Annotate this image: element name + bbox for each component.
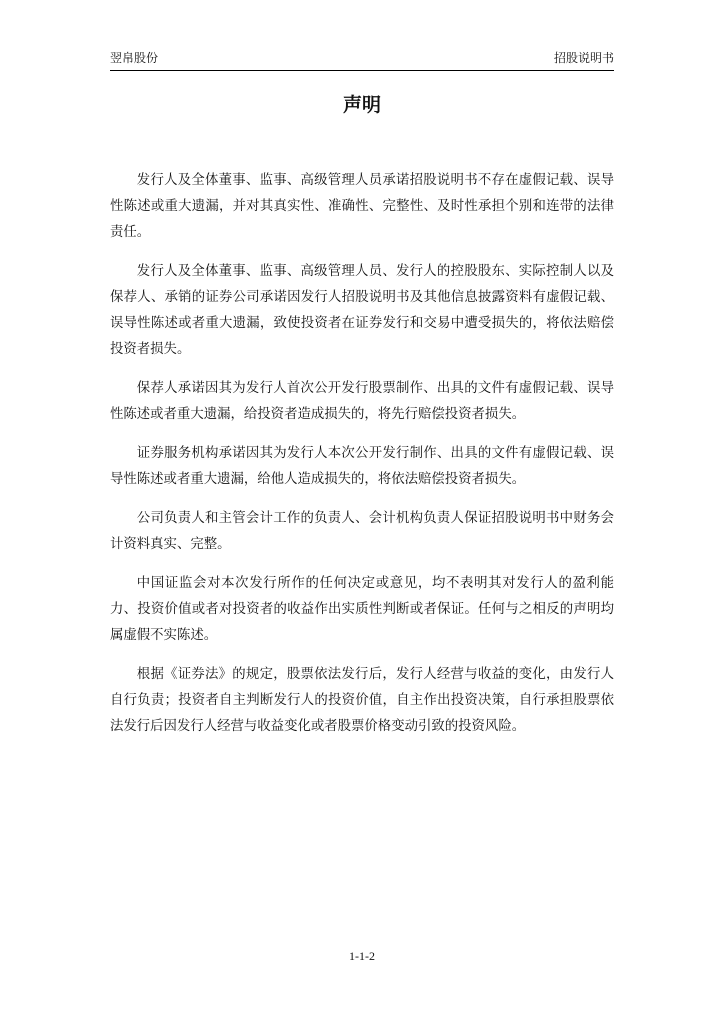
paragraph-sponsor-commitment: 保荐人承诺因其为发行人首次公开发行股票制作、出具的文件有虚假记载、误导性陈述或者重大遗漏，给投资者造成损失的，将先行赔偿投资者损失。	[110, 381, 614, 422]
paragraph-investment-risk: 根据《证券法》的规定，股票依法发行后，发行人经营与收益的变化，由发行人自行负责；投资者自主判断发行人的投资价值，自主作出投资决策，自行承担股票依法发行后因发行人经营与收益变化或者股票价格变动引致的投资风险。	[110, 667, 614, 734]
page-header	[110, 48, 614, 71]
paragraph-directors-commitment: 发行人及全体董事、监事、高级管理人员承诺招股说明书不存在虚假记载、误导性陈述或重大遗漏，并对其真实性、准确性、完整性、及时性承担个别和连带的法律责任。	[110, 173, 614, 240]
page-title: 声明	[342, 94, 381, 116]
declaration-body	[110, 168, 614, 753]
header-document-type: 招股说明书	[553, 51, 614, 65]
paragraph-compensation-commitment: 发行人及全体董事、监事、高级管理人员、发行人的控股股东、实际控制人以及保荐人、承销的证券公司承诺因发行人招股说明书及其他信息披露资料有虚假记载、误导性陈述或者重大遗漏，致使投资者在证券发行和交易中遭受损失的，将依法赔偿投资者损失。	[110, 264, 614, 357]
paragraph-csrc-disclaimer: 中国证监会对本次发行所作的任何决定或意见，均不表明其对发行人的盈利能力、投资价值或者对投资者的收益作出实质性判断或者保证。任何与之相反的声明均属虚假不实陈述。	[110, 576, 614, 643]
paragraph-accounting-guarantee: 公司负责人和主管会计工作的负责人、会计机构负责人保证招股说明书中财务会计资料真实、完整。	[110, 511, 614, 552]
paragraph-service-institutions-commitment: 证券服务机构承诺因其为发行人本次公开发行制作、出具的文件有虚假记载、误导性陈述或者重大遗漏，给他人造成损失的，将依法赔偿投资者损失。	[110, 446, 614, 487]
header-company-name: 翌帛股份	[110, 51, 159, 65]
page-number: 1-1-2	[349, 949, 375, 963]
